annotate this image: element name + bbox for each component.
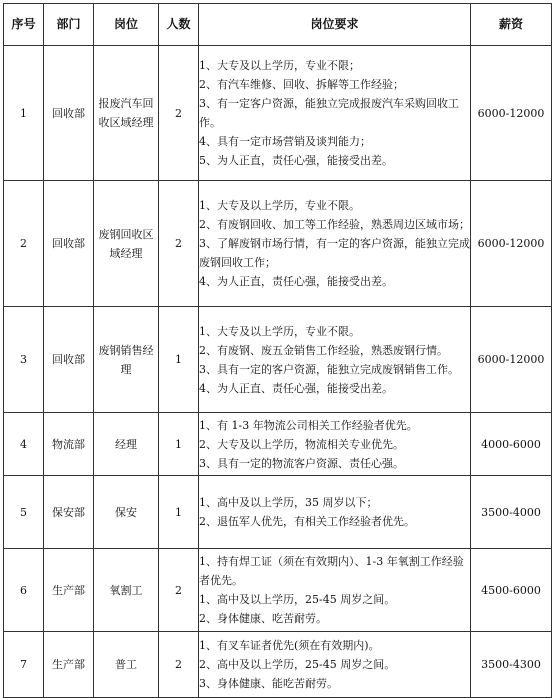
row-requirements [199,632,471,698]
requirement-line: 1、有 1-3 年物流公司相关工作经验者优先。 [199,418,418,432]
header-no: 序号 [4,4,44,46]
requirement-line: 2、有废钢回收、加工等工作经验，熟悉周边区域市场； [199,218,470,231]
requirement-line: 1、大专及以上学历，专业不限。 [199,199,360,212]
row-number: 6 [4,549,44,632]
row-department: 保安部 [44,476,94,549]
table-row [4,549,552,632]
requirement-line: 1、持有焊工证（须在有效期内）、1-3 年氧割工作经验者优先。 [199,555,464,587]
requirement-line: 5、为人正直，责任心强，能接受出差。 [199,154,393,167]
requirement-line: 2、有废钢、废五金销售工作经验，熟悉废钢行情。 [199,343,448,357]
row-department: 回收部 [44,46,94,181]
requirement-line: 2、高中及以上学历，25-45 周岁之间。 [199,658,396,671]
row-position: 废钢回收区域经理 [94,181,159,307]
row-department: 生产部 [44,549,94,632]
requirement-line: 2、身体健康、吃苦耐劳。 [199,612,327,625]
row-headcount: 1 [159,307,199,413]
row-department: 回收部 [44,181,94,307]
row-salary: 6000-12000 [471,307,552,413]
row-number: 7 [4,632,44,698]
row-requirements [199,307,471,413]
row-position: 氧割工 [94,549,159,632]
header-salary: 薪资 [471,4,552,46]
row-department: 回收部 [44,307,94,413]
row-number: 5 [4,476,44,549]
table-row [4,476,552,549]
row-requirements [199,413,471,476]
row-salary: 6000-12000 [471,181,552,307]
requirement-line: 2、大专及以上学历，物流相关专业优先。 [199,437,404,451]
row-position: 废钢销售经理 [94,307,159,413]
row-position: 保安 [94,476,159,549]
header-requirements: 岗位要求 [199,4,471,46]
row-department: 物流部 [44,413,94,476]
row-position: 报废汽车回收区域经理 [94,46,159,181]
table-row [4,181,552,307]
requirement-line: 3、身体健康、能吃苦耐劳。 [199,677,338,690]
requirement-line: 1、大专及以上学历，专业不限。 [199,324,360,338]
row-requirements [199,181,471,307]
requirement-line: 4、为人正直、责任心强，能接受出差。 [199,381,393,395]
row-salary: 6000-12000 [471,46,552,181]
requirement-line: 1、有叉车证者优先(须在有效期内)。 [199,639,380,652]
table-row [4,413,552,476]
header-position: 岗位 [94,4,159,46]
requirement-line: 1、高中及以上学历，25-45 周岁之间。 [199,593,396,606]
row-salary: 3500-4000 [471,476,552,549]
requirement-line: 4、具有一定市场营销及谈判能力； [199,135,371,148]
requirement-line: 3、具有一定的客户资源，能独立完成废钢销售工作。 [199,362,459,376]
requirement-line: 3、具有一定的物流客户资源、责任心强。 [199,456,404,470]
row-position: 普工 [94,632,159,698]
table-row [4,632,552,698]
row-position: 经理 [94,413,159,476]
table-row [4,46,552,181]
requirement-line: 3、有一定客户资源，能独立完成报废汽车采购回收工作。 [199,97,459,129]
row-requirements [199,549,471,632]
row-headcount: 1 [159,476,199,549]
row-salary: 4000-6000 [471,413,552,476]
requirement-line: 1、高中及以上学历，35 周岁以下； [199,496,378,509]
row-headcount: 2 [159,46,199,181]
row-headcount: 2 [159,632,199,698]
row-number: 1 [4,46,44,181]
row-salary: 4500-6000 [471,549,552,632]
job-requirements-table [3,3,552,698]
header-count: 人数 [159,4,199,46]
requirement-line: 3、了解废钢市场行情，有一定的客户资源，能独立完成废钢回收工作； [199,237,470,269]
table-header-row [4,4,552,46]
table-row [4,307,552,413]
requirement-line: 1、大专及以上学历，专业不限； [199,59,360,72]
row-number: 4 [4,413,44,476]
header-dept: 部门 [44,4,94,46]
row-salary: 3500-4300 [471,632,552,698]
row-headcount: 2 [159,549,199,632]
requirement-line: 2、退伍军人优先，有相关工作经验者优先。 [199,515,415,528]
requirement-line: 4、为人正直，责任心强，能接受出差。 [199,275,393,288]
row-number: 2 [4,181,44,307]
row-requirements [199,46,471,181]
requirement-line: 2、有汽车维修、回收、拆解等工作经验； [199,78,404,91]
row-headcount: 1 [159,413,199,476]
row-department: 生产部 [44,632,94,698]
row-requirements [199,476,471,549]
row-number: 3 [4,307,44,413]
table-body [4,46,552,698]
row-headcount: 2 [159,181,199,307]
